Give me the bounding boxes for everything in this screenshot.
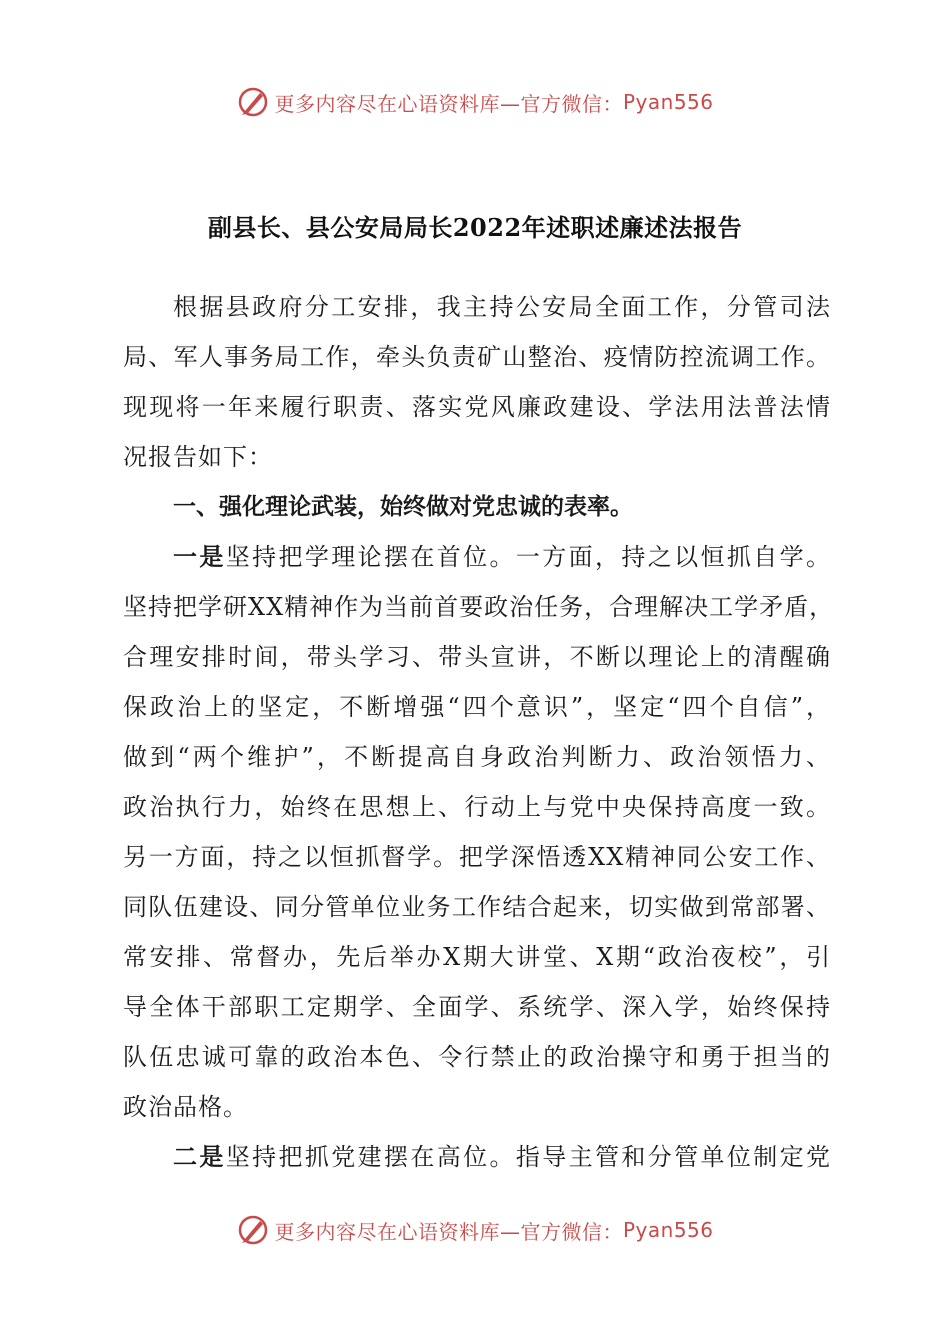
paragraph-line: 保政治上的坚定，不断增强“四个意识”，坚定“四个自信”， <box>123 693 831 721</box>
paragraph-line: 常安排、常督办，先后举办X期大讲堂、X期“政治夜校”，引 <box>123 943 831 971</box>
watermark-text: 更多内容尽在心语资料库—官方微信： <box>274 91 623 116</box>
pen-circle-logo-icon <box>236 85 270 119</box>
paragraph-line: 做到“两个维护”，不断提高自身政治判断力、政治领悟力、 <box>123 743 831 771</box>
watermark-banner-bottom <box>0 1210 950 1250</box>
watermark-wechat-id: Pyan556 <box>622 1218 714 1242</box>
paragraph-line: 政治品格。 <box>123 1093 248 1121</box>
section-heading: 一、强化理论武装，始终做对党忠诚的表率。 <box>173 494 633 520</box>
paragraph-line: 队伍忠诚可靠的政治本色、令行禁止的政治操守和勇于担当的 <box>123 1043 831 1071</box>
point-lead: 一是 <box>173 543 226 571</box>
paragraph-line: 政治执行力，始终在思想上、行动上与党中央保持高度一致。 <box>123 793 831 821</box>
point-lead: 二是 <box>173 1143 226 1171</box>
intro-line: 现现将一年来履行职责、落实党风廉政建设、学法用法普法情 <box>123 393 831 421</box>
document-title: 副县长、县公安局局长2022年述职述廉述法报告 <box>207 213 743 242</box>
paragraph-line <box>123 1132 831 1182</box>
paragraph-line: 另一方面，持之以恒抓督学。把学深悟透XX精神同公安工作、 <box>123 843 831 871</box>
intro-line: 况报告如下： <box>123 443 273 471</box>
watermark-banner-top <box>0 82 950 122</box>
paragraph-line: 合理安排时间，带头学习、带头宣讲，不断以理论上的清醒确 <box>123 643 831 671</box>
intro-line: 局、军人事务局工作，牵头负责矿山整治、疫情防控流调工作。 <box>123 343 831 371</box>
point-text: 坚持把抓党建摆在高位。指导主管和分管单位制定党 <box>225 1143 831 1171</box>
paragraph-line: 同队伍建设、同分管单位业务工作结合起来，切实做到常部署、 <box>123 893 831 921</box>
paragraph-line <box>123 532 831 582</box>
pen-circle-logo-icon <box>236 1213 270 1247</box>
paragraph-line: 坚持把学研XX精神作为当前首要政治任务，合理解决工学矛盾， <box>123 593 835 621</box>
intro-line: 根据县政府分工安排，我主持公安局全面工作，分管司法 <box>173 293 831 321</box>
point-text: 坚持把学理论摆在首位。一方面，持之以恒抓自学。 <box>225 543 831 571</box>
paragraph-line: 导全体干部职工定期学、全面学、系统学、深入学，始终保持 <box>123 993 831 1021</box>
document-body <box>123 282 835 1182</box>
watermark-text: 更多内容尽在心语资料库—官方微信： <box>274 1219 623 1244</box>
watermark-wechat-id: Pyan556 <box>622 90 714 114</box>
